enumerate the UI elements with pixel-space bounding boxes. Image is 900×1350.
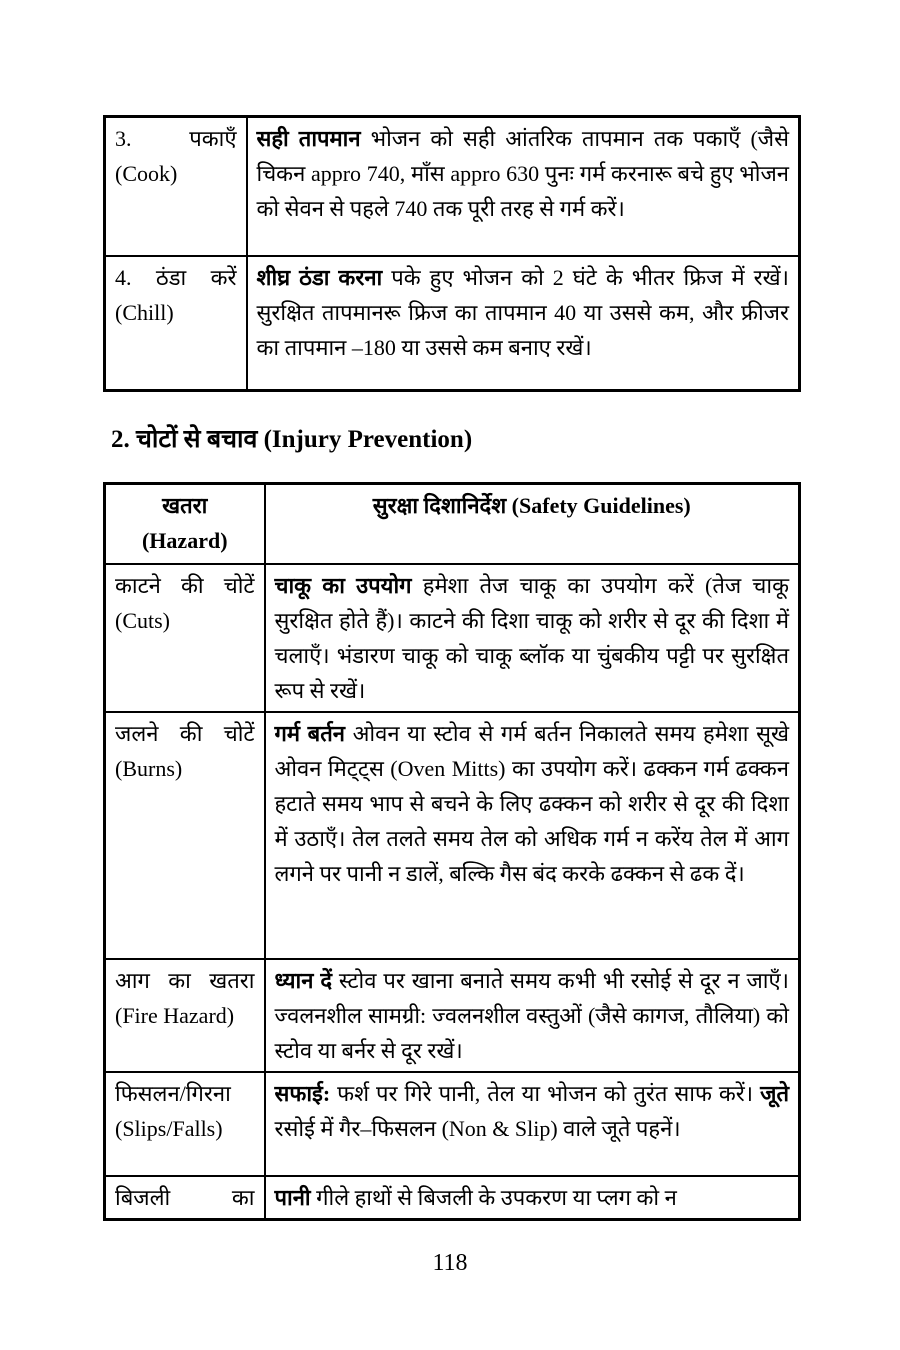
guideline-cell — [265, 1176, 800, 1220]
hazard-name-english: (Cuts) — [115, 607, 170, 633]
guideline-text: पके हुए भोजन को 2 घंटे के भीतर फ्रिज में रखें। सुरक्षित तापमानरू फ्रिज का तापमान 40 या उससे कम, और फ्रीजर का तापमान –180 या उससे कम बनाए रखें। — [256, 264, 789, 360]
table-header-row — [105, 484, 800, 564]
guideline-cell — [265, 564, 800, 712]
guideline-text: हमेशा तेज चाकू का उपयोग करें (तेज चाकू सुरक्षित होते हैं)। काटने की दिशा चाकू को शरीर से दूर की दिशा में चलाएँ। भंडारण चाकू को चाकू ब्लॉक या चुंबकीय पट्टी पर सुरक्षित रूप से रखें। — [274, 572, 789, 703]
guideline-cell — [265, 959, 800, 1072]
guideline-lead: ध्यान दें — [274, 967, 333, 993]
guideline-lead: गर्म बर्तन — [274, 720, 345, 746]
guideline-lead: शीघ्र ठंडा करना — [256, 264, 383, 290]
guideline-text: गीले हाथों से बिजली के उपकरण या प्लग को न — [310, 1184, 677, 1210]
guideline-lead: पानी — [274, 1184, 311, 1210]
guideline-lead: चाकू का उपयोग — [274, 572, 412, 598]
table-row-cook — [105, 117, 800, 256]
hazard-name-hindi: आग का खतरा — [115, 967, 255, 993]
step-name-hindi: 4. ठंडा करें — [115, 264, 237, 290]
guideline-text: भोजन को सही आंतरिक तापमान तक पकाएँ (जैसे चिकन appro 740, माँस appro 630 पुनः गर्म करनारू बचे हुए भोजन को सेवन से पहले 740 तक पूरी तरह से गर्म करें। — [256, 126, 789, 221]
hazard-name-english: (Burns) — [115, 755, 183, 781]
hazard-name-hindi: काटने की चोटें — [115, 572, 255, 598]
step-name-english: (Cook) — [115, 161, 178, 186]
guideline-cell — [265, 712, 800, 959]
injury-prevention-table — [103, 482, 801, 1221]
hazard-cell — [105, 712, 265, 959]
table-row-chill — [105, 256, 800, 391]
guideline-cell — [247, 256, 800, 391]
hazard-cell — [105, 564, 265, 712]
guideline-lead: सही तापमान — [256, 126, 361, 151]
guideline-text: स्टोव पर खाना बनाते समय कभी भी रसोई से दूर न जाएँ। ज्वलनशील सामग्री: ज्वलनशील वस्तुओं (जैसे कागज, तौलिया) को स्टोव या बर्नर से दूर रखें। — [274, 967, 789, 1063]
step-cell — [105, 117, 247, 256]
hazard-header-cell — [105, 484, 265, 564]
table-row-burns — [105, 712, 800, 959]
hazard-name-hindi: बिजली का — [115, 1184, 255, 1210]
guideline-text-2: रसोई में गैर–फिसलन (Non & Slip) वाले जूते पहनें। — [274, 1115, 681, 1141]
section-heading: 2. चोटों से बचाव (Injury Prevention) — [111, 426, 473, 453]
table-row-electric — [105, 1176, 800, 1220]
table-row-slips-falls — [105, 1072, 800, 1176]
hazard-cell — [105, 1072, 265, 1176]
hazard-name-hindi: फिसलन/गिरना — [115, 1080, 231, 1106]
guideline-lead: सफाई: — [274, 1080, 331, 1106]
hazard-header-hindi: खतरा — [162, 493, 208, 518]
guidelines-header-cell: सुरक्षा दिशानिर्देश (Safety Guidelines) — [265, 484, 800, 564]
hazard-name-english: (Slips/Falls) — [115, 1115, 223, 1141]
food-safety-steps-table — [103, 115, 801, 392]
table-row-cuts — [105, 564, 800, 712]
guideline-text: फर्श पर गिरे पानी, तेल या भोजन को तुरंत साफ करें। — [330, 1080, 761, 1106]
hazard-name-english: (Fire Hazard) — [115, 1002, 235, 1028]
step-cell — [105, 256, 247, 391]
guideline-text: ओवन या स्टोव से गर्म बर्तन निकालते समय हमेशा सूखे ओवन मिट्ट्स (Oven Mitts) का उपयोग करें। ढक्कन गर्म ढक्कन हटाते समय भाप से बचने के लिए ढक्कन को शरीर से दूर की दिशा में उठाएँ। तेल तलते समय तेल को अधिक गर्म न करेंय तेल में आग लगने पर पानी न डालें, बल्कि गैस बंद करके ढक्कन से ढक दें। — [274, 720, 789, 886]
hazard-cell — [105, 1176, 265, 1220]
hazard-header-english: (Hazard) — [141, 528, 228, 553]
page-content — [103, 115, 798, 1221]
hazard-name-hindi: जलने की चोटें — [115, 720, 255, 746]
hazard-cell — [105, 959, 265, 1072]
guideline-lead-2: जूते — [760, 1080, 789, 1106]
table-row-fire-hazard — [105, 959, 800, 1072]
page-number: 118 — [432, 1250, 468, 1276]
guideline-cell — [265, 1072, 800, 1176]
guideline-cell — [247, 117, 800, 256]
step-name-english: (Chill) — [115, 299, 174, 325]
step-name-hindi: 3. पकाएँ — [115, 126, 237, 151]
